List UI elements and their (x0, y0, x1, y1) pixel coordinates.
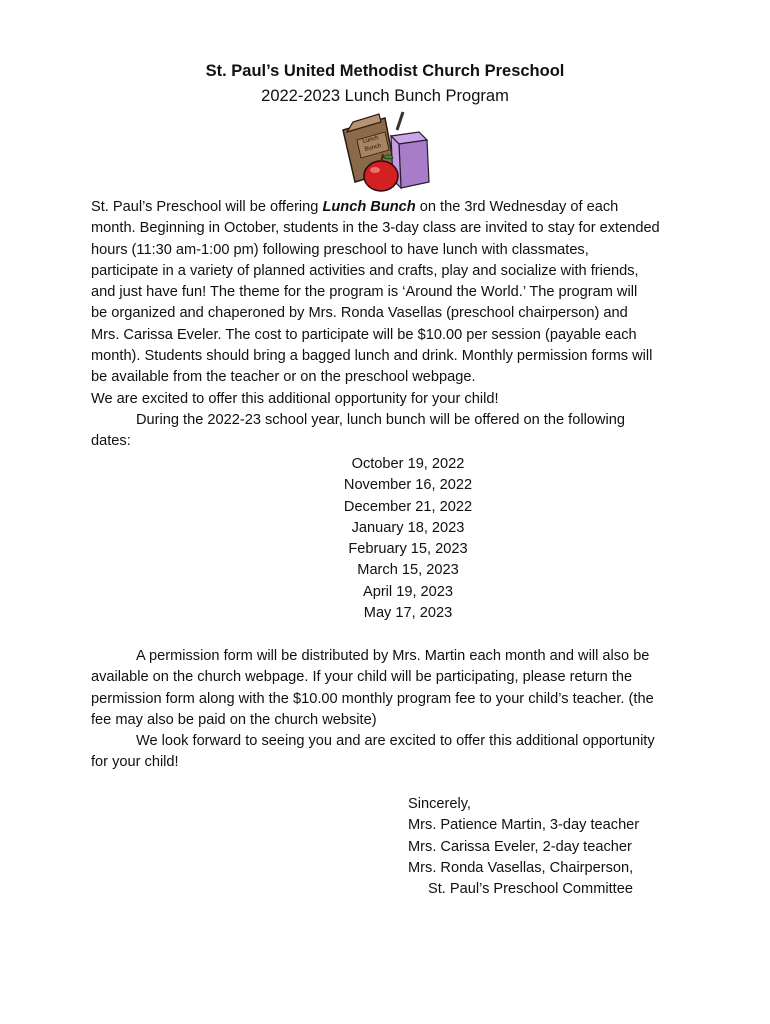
permission-line: permission form along with the $10.00 monthly program fee to your child’s teacher. (the (91, 690, 654, 707)
intro-line: be organized and chaperoned by Mrs. Ronda Vasellas (preschool chairperson) and (91, 305, 628, 322)
page-subtitle: 2022-2023 Lunch Bunch Program (261, 87, 509, 105)
intro-text: on the 3rd Wednesday of each (415, 199, 619, 215)
intro-line: month). Students should bring a bagged lunch and drink. Monthly permission forms will (91, 348, 653, 365)
signatory: Mrs. Patience Martin, 3-day teacher (408, 817, 640, 834)
program-name: Lunch Bunch (322, 199, 416, 215)
permission-line: fee may also be paid on the church website) (91, 711, 377, 728)
svg-text:Bunch: Bunch (364, 143, 382, 153)
intro-line: dates: (91, 433, 131, 450)
signatory: Mrs. Carissa Eveler, 2-day teacher (408, 838, 632, 855)
intro-line: participate in a variety of planned activities and crafts, play and socialize with friends, (91, 262, 639, 279)
closing-line: We look forward to seeing you and are excited to offer this additional opportunity (136, 733, 655, 750)
closing-salutation: Sincerely, (408, 796, 471, 812)
intro-line: month. Beginning in October, students in the 3-day class are invited to stay for extended (91, 220, 660, 237)
date-item: March 15, 2023 (357, 562, 459, 579)
date-item: December 21, 2022 (343, 498, 473, 515)
intro-text: St. Paul’s Preschool will be offering (91, 199, 323, 215)
intro-line: Mrs. Carissa Eveler. The cost to participate will be $10.00 per session (payable each (91, 326, 637, 343)
signature-block (408, 794, 639, 900)
date-item: February 15, 2023 (348, 541, 468, 558)
intro-line: and just have fun! The theme for the program is ‘Around the World.’ The program will (91, 284, 638, 301)
permission-paragraph (91, 646, 691, 774)
closing-line: for your child! (91, 754, 179, 771)
svg-text:Lunch: Lunch (362, 135, 380, 145)
lunch-bag-apple-illustration (333, 110, 437, 194)
date-item: January 18, 2023 (351, 519, 465, 536)
intro-line: We are excited to offer this additional opportunity for your child! (91, 390, 499, 407)
intro-paragraph (91, 197, 691, 453)
signatory: Mrs. Ronda Vasellas, Chairperson, (408, 859, 634, 876)
date-item: November 16, 2022 (343, 477, 473, 494)
permission-line: A permission form will be distributed by Mrs. Martin each month and will also be (136, 648, 650, 664)
permission-line: available on the church webpage. If your child will be participating, please return the (91, 669, 633, 686)
intro-line (91, 197, 691, 218)
intro-line: During the 2022-23 school year, lunch bunch will be offered on the following (136, 411, 625, 428)
intro-line: hours (11:30 am-1:00 pm) following preschool to have lunch with classmates, (91, 241, 589, 258)
date-item: May 17, 2023 (363, 605, 453, 622)
date-item: April 19, 2023 (362, 583, 454, 600)
intro-line: be available from the teacher or on the preschool webpage. (91, 369, 476, 386)
page-title: St. Paul’s United Methodist Church Preschool (205, 62, 565, 80)
date-item: October 19, 2022 (351, 456, 465, 472)
signatory-affiliation: St. Paul’s Preschool Committee (428, 881, 633, 898)
date-list (0, 454, 770, 624)
